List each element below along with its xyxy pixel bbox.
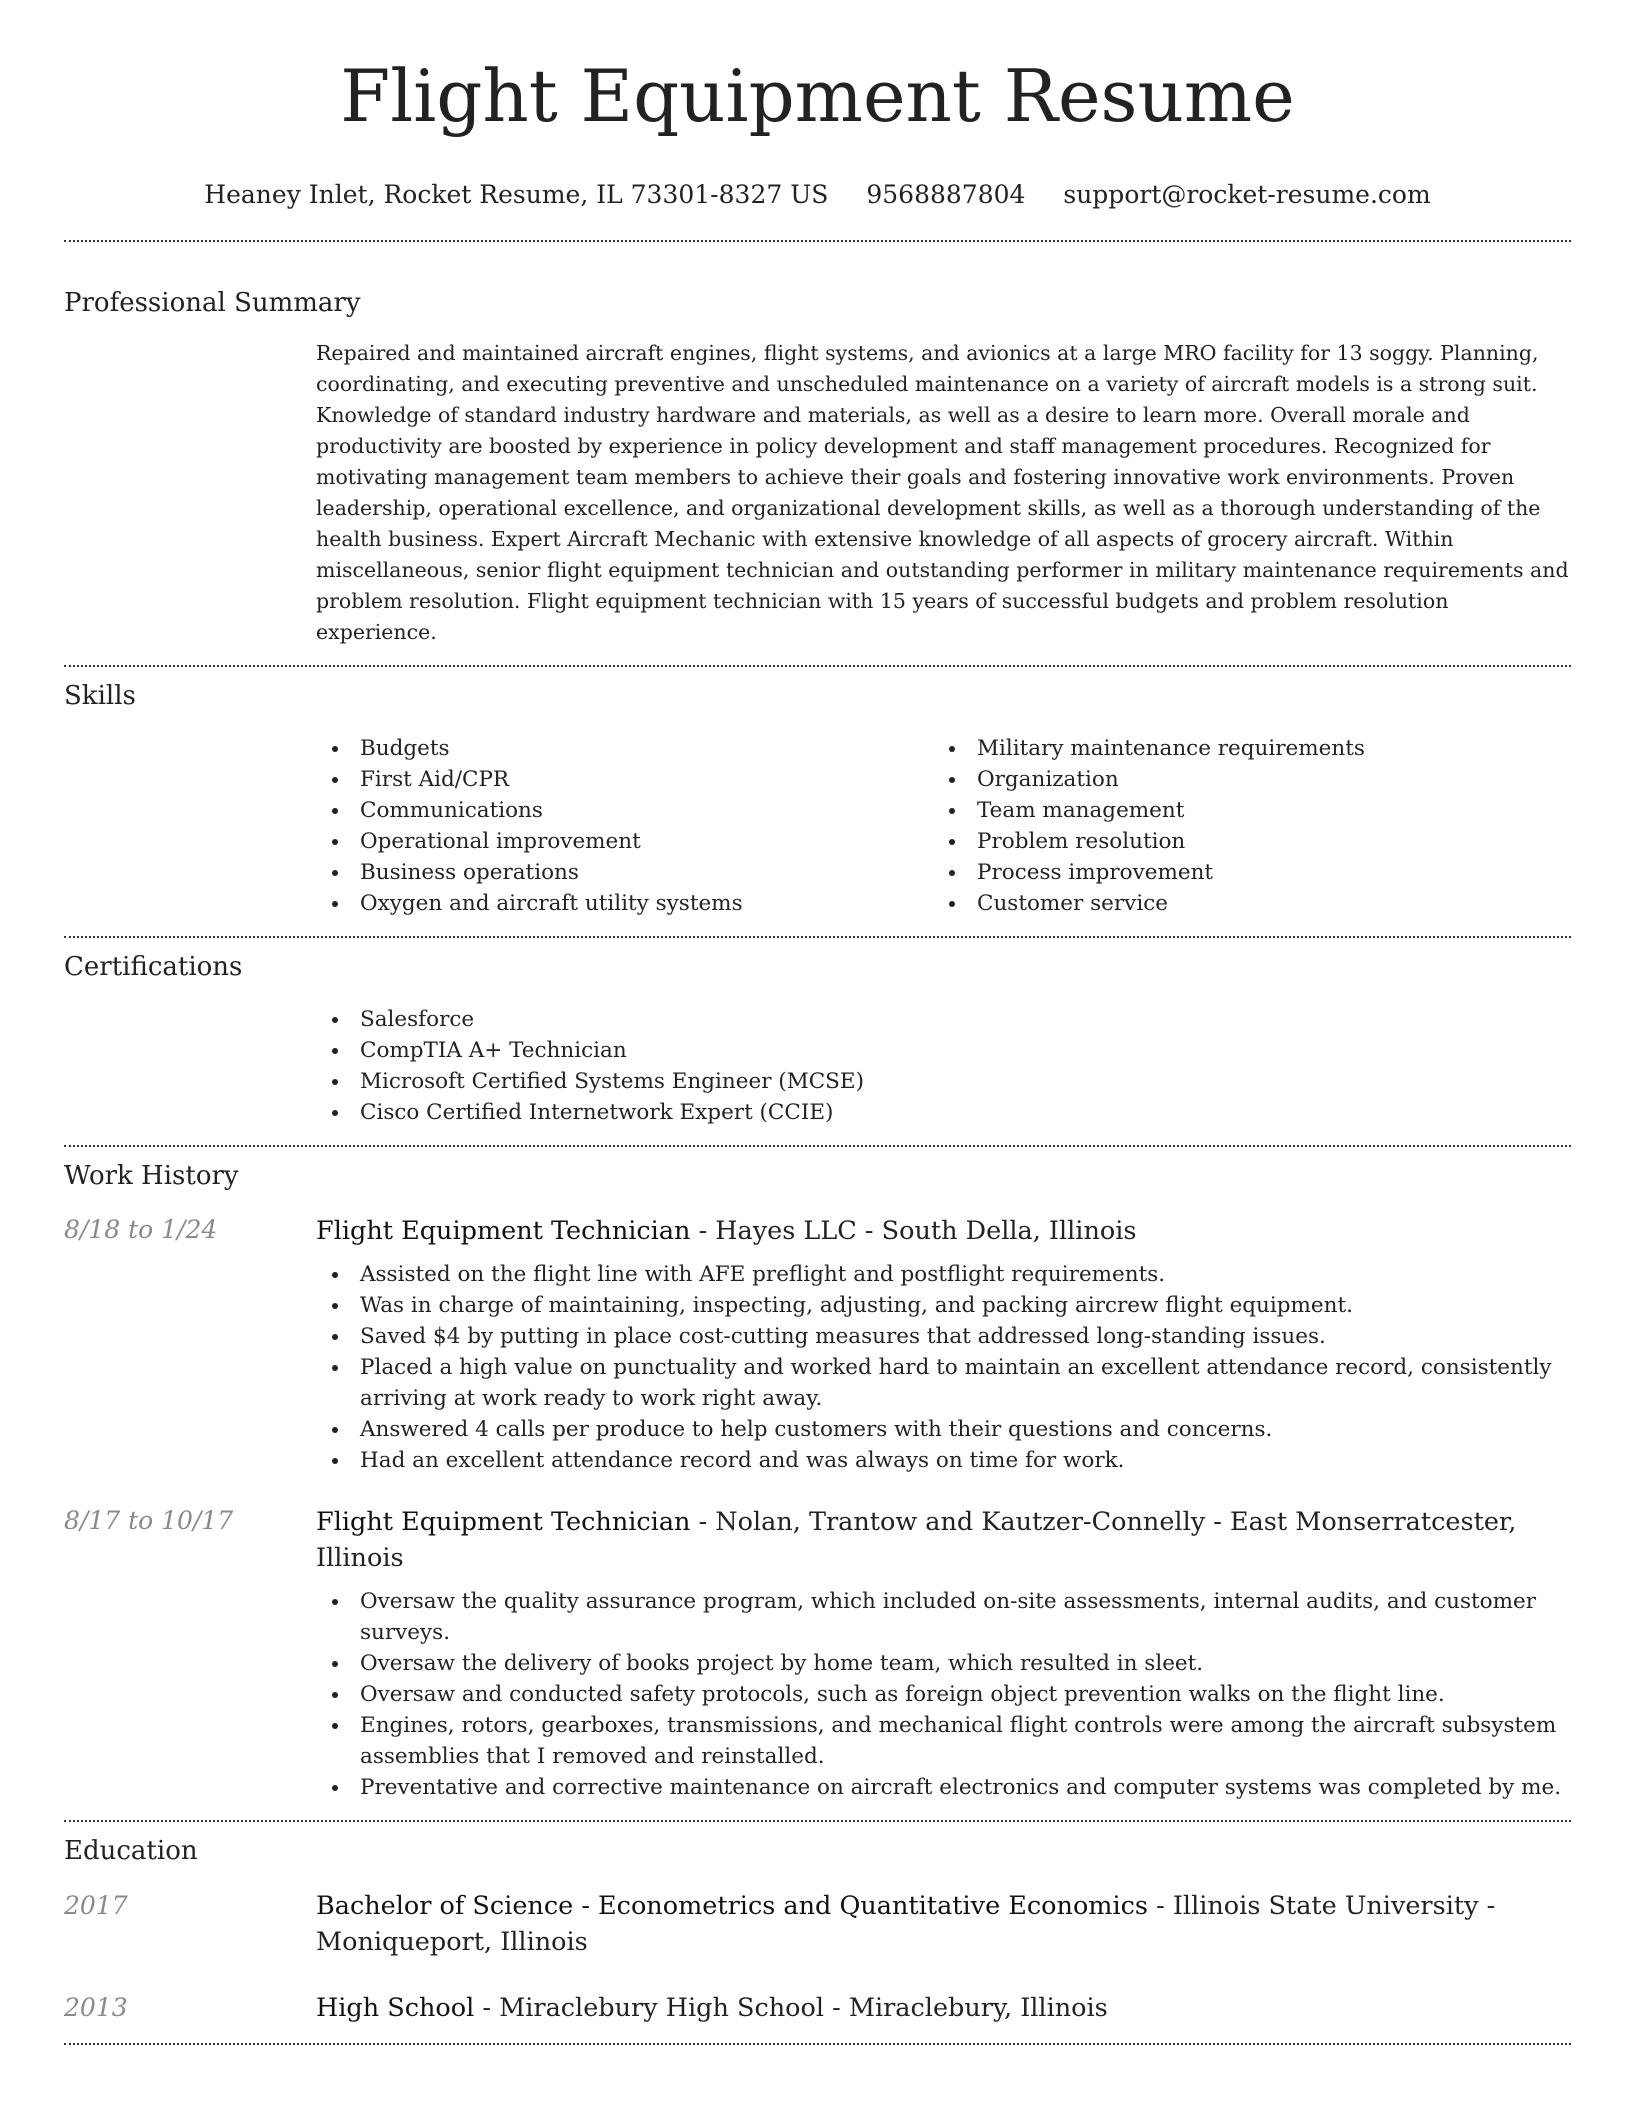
job-dates: 8/18 to 1/24 <box>64 1215 218 1244</box>
certification-item: Microsoft Certified Systems Engineer (MCSE) <box>316 1066 1571 1097</box>
education-section <box>64 1822 1571 2026</box>
education-entry <box>64 1888 1571 1960</box>
job-duty-item: Was in charge of maintaining, inspecting, adjusting, and packing aircrew flight equipment. <box>316 1290 1571 1321</box>
certifications-list <box>316 1004 1571 1128</box>
contact-email: support@rocket-resume.com <box>1063 180 1431 209</box>
education-year: 2017 <box>64 1891 128 1920</box>
summary-section <box>64 242 1571 648</box>
section-divider <box>64 2043 1571 2045</box>
job-duty-item: Placed a high value on punctuality and worked hard to maintain an excellent attendance record, consistently arriving at work ready to work right away. <box>316 1352 1571 1414</box>
skill-item: Team management <box>933 795 1571 826</box>
contact-line <box>64 178 1571 212</box>
education-degree: Bachelor of Science - Econometrics and Quantitative Economics <box>316 1891 1149 1921</box>
job-duties-list <box>316 1259 1571 1476</box>
skill-item: Business operations <box>316 857 933 888</box>
skill-item: First Aid/CPR <box>316 764 933 795</box>
education-separator: - <box>474 1993 500 2023</box>
job-duty-item: Oversaw and conducted safety protocols, such as foreign object prevention walks on the flight line. <box>316 1679 1571 1710</box>
job-duty-item: Engines, rotors, gearboxes, transmissions, and mechanical flight controls were among the aircraft subsystem assemblies that I removed and reinstalled. <box>316 1710 1571 1772</box>
job-details: Nolan, Trantow and Kautzer-Connelly - East Monserratcester, Illinois <box>316 1507 1517 1573</box>
skill-item: Problem resolution <box>933 826 1571 857</box>
job-heading <box>316 1504 1571 1576</box>
job-separator: - <box>690 1216 716 1246</box>
job-duty-item: Answered 4 calls per produce to help customers with their questions and concerns. <box>316 1414 1571 1445</box>
resume-title: Flight Equipment Resume <box>340 54 1295 138</box>
resume-page <box>64 0 1571 2045</box>
certification-item: Cisco Certified Internetwork Expert (CCIE) <box>316 1097 1571 1128</box>
job-entry <box>64 1504 1571 1803</box>
certifications-section <box>64 938 1571 1128</box>
skills-list-left <box>316 733 933 919</box>
job-duty-item: Saved $4 by putting in place cost-cutting measures that addressed long-standing issues. <box>316 1321 1571 1352</box>
job-title: Flight Equipment Technician <box>316 1216 691 1246</box>
education-heading <box>316 1888 1571 1960</box>
job-dates: 8/17 to 10/17 <box>64 1506 234 1535</box>
contact-phone: 9568887804 <box>866 180 1026 209</box>
certification-item: Salesforce <box>316 1004 1571 1035</box>
job-duty-item: Had an excellent attendance record and was always on time for work. <box>316 1445 1571 1476</box>
job-duty-item: Assisted on the flight line with AFE preflight and postflight requirements. <box>316 1259 1571 1290</box>
job-duty-item: Preventative and corrective maintenance on aircraft electronics and computer systems was completed by me. <box>316 1772 1571 1803</box>
section-title-summary: Professional Summary <box>64 288 361 318</box>
section-title-work-history: Work History <box>64 1161 239 1191</box>
education-details: Miraclebury High School - Miraclebury, Illinois <box>499 1993 1108 2023</box>
job-duty-item: Oversaw the delivery of books project by home team, which resulted in sleet. <box>316 1648 1571 1679</box>
skill-item: Operational improvement <box>316 826 933 857</box>
education-separator: - <box>1148 1891 1173 1921</box>
skills-list-right <box>933 733 1571 919</box>
skill-item: Military maintenance requirements <box>933 733 1571 764</box>
skill-item: Organization <box>933 764 1571 795</box>
job-title: Flight Equipment Technician <box>316 1507 691 1537</box>
job-details: Hayes LLC - South Della, Illinois <box>715 1216 1137 1246</box>
education-heading <box>316 1990 1571 2026</box>
job-entry <box>64 1213 1571 1476</box>
skill-item: Process improvement <box>933 857 1571 888</box>
summary-text: Repaired and maintained aircraft engines, flight systems, and avionics at a large MRO facility for 13 soggy. Planning, coordinating, and executing preventive and unscheduled maintenance on a variety of aircraft models is a strong suit. Knowledge of standard industry hardware and materials, as well as a desire to learn more. Overall morale and productivity are boosted by experience in policy development and staff management procedures. Recognized for motivating management team members to achieve their goals and fostering innovative work environments. Proven leadership, operational excellence, and organizational development skills, as well as a thorough understanding of the health business. Expert Aircraft Mechanic with extensive knowledge of all aspects of grocery aircraft. Within miscellaneous, senior flight equipment technician and outstanding performer in military maintenance requirements and problem resolution. Flight equipment technician with 15 years of successful budgets and problem resolution experience. <box>316 341 1569 644</box>
certification-item: CompTIA A+ Technician <box>316 1035 1571 1066</box>
section-title-certifications: Certifications <box>64 952 243 982</box>
job-separator: - <box>690 1507 716 1537</box>
contact-address: Heaney Inlet, Rocket Resume, IL 73301-8327 US <box>204 180 829 209</box>
skill-item: Budgets <box>316 733 933 764</box>
education-degree: High School <box>316 1993 475 2023</box>
skill-item: Oxygen and aircraft utility systems <box>316 888 933 919</box>
work-history-section <box>64 1147 1571 1803</box>
section-title-education: Education <box>64 1836 198 1866</box>
education-details: Illinois State University - Moniqueport, Illinois <box>316 1891 1496 1957</box>
education-entry <box>64 1990 1571 2026</box>
job-duty-item: Oversaw the quality assurance program, which included on-site assessments, internal audits, and customer surveys. <box>316 1586 1571 1648</box>
job-heading <box>316 1213 1571 1249</box>
job-duties-list <box>316 1586 1571 1803</box>
skill-item: Customer service <box>933 888 1571 919</box>
education-year: 2013 <box>64 1993 128 2022</box>
skill-item: Communications <box>316 795 933 826</box>
skills-section <box>64 667 1571 919</box>
section-title-skills: Skills <box>64 681 136 711</box>
